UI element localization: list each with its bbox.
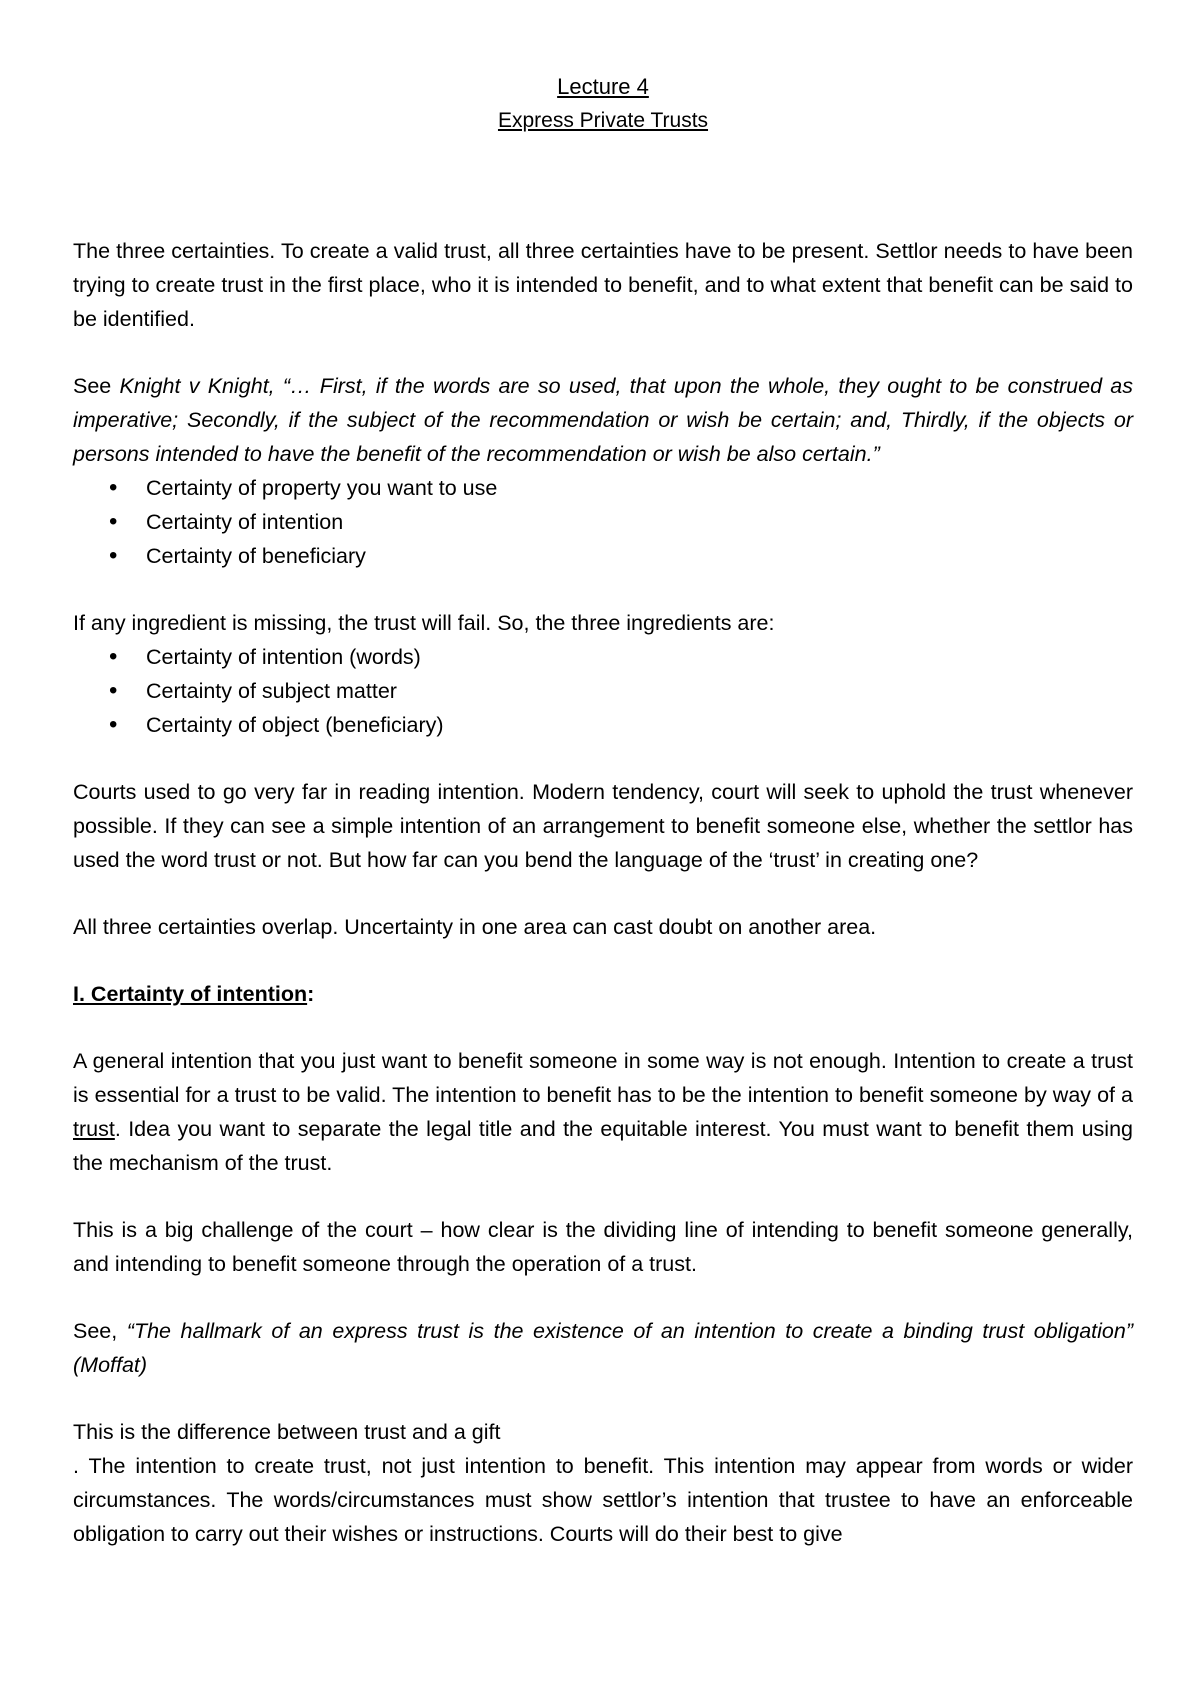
paragraph-intention-to-create: . The intention to create trust, not just intention to benefit. This intention may appear from words or wider circumstances. The words/circumstances must show settlor’s intention that trustee to have an enforceable obligation to carry out their wishes or instructions. Courts will do their best to give bbox=[73, 1454, 1133, 1546]
paragraph-lead: See bbox=[73, 374, 120, 398]
spacer bbox=[73, 944, 1133, 977]
spacer bbox=[73, 336, 1133, 369]
text-run: . Idea you want to separate the legal title and the equitable interest. You must want to benefit them using the mechanism of the trust. bbox=[73, 1117, 1133, 1175]
paragraph-ingredients: If any ingredient is missing, the trust will fail. So, the three ingredients are: bbox=[73, 611, 775, 635]
spacer bbox=[73, 1180, 1133, 1213]
moffat-quote: “The hallmark of an express trust is the existence of an intention to create a binding trust obligation” (Moffat) bbox=[73, 1319, 1134, 1377]
section-heading-colon: : bbox=[307, 982, 315, 1006]
spacer bbox=[73, 1382, 1133, 1415]
lecture-title: Lecture 4 bbox=[557, 74, 649, 99]
list-item: • Certainty of subject matter bbox=[73, 674, 1133, 708]
paragraph-lead: See, bbox=[73, 1319, 127, 1343]
list-item: • Certainty of beneficiary bbox=[73, 539, 1133, 573]
spacer bbox=[73, 1011, 1133, 1044]
list-item: • Certainty of intention (words) bbox=[73, 640, 1133, 674]
spacer bbox=[73, 573, 1133, 606]
spacer bbox=[73, 742, 1133, 775]
spacer bbox=[73, 138, 1133, 234]
list-item: • Certainty of property you want to use bbox=[73, 471, 1133, 505]
paragraph-general-intention bbox=[73, 1044, 1133, 1180]
underlined-trust: trust bbox=[73, 1117, 115, 1141]
paragraph-court-challenge: This is a big challenge of the court – how clear is the dividing line of intending to benefit someone generally, and intending to benefit someone through the operation of a trust. bbox=[73, 1218, 1133, 1276]
document-page bbox=[73, 70, 1133, 1551]
paragraph-knight-v-knight bbox=[73, 369, 1133, 471]
paragraph-moffat-quote bbox=[73, 1314, 1133, 1382]
list-item: • Certainty of object (beneficiary) bbox=[73, 708, 1133, 742]
list-item: • Certainty of intention bbox=[73, 505, 1133, 539]
knight-quote: Knight v Knight, “… First, if the words are so used, that upon the whole, they ought to be construed as imperative; Secondly, if the subject of the recommendation or wish be certain; and, Thirdly, if the objects or persons intended to have the benefit of the recommendation or wish be also certain.” bbox=[73, 374, 1134, 466]
paragraph-overlap: All three certainties overlap. Uncertainty in one area can cast doubt on another area. bbox=[73, 915, 877, 939]
paragraph-trust-vs-gift: This is the difference between trust and a gift bbox=[73, 1420, 501, 1444]
certainties-list bbox=[73, 471, 1133, 573]
paragraph-courts-intention: Courts used to go very far in reading intention. Modern tendency, court will seek to uphold the trust whenever possible. If they can see a simple intention of an arrangement to benefit someone else, whether the settlor has used the word trust or not. But how far can you bend the language of the ‘trust’ in creating one? bbox=[73, 780, 1133, 872]
spacer bbox=[73, 877, 1133, 910]
section-heading-text: I. Certainty of intention bbox=[73, 982, 308, 1006]
ingredients-list bbox=[73, 640, 1133, 742]
section-heading-certainty-of-intention bbox=[73, 977, 1133, 1011]
paragraph-three-certainties: The three certainties. To create a valid trust, all three certainties have to be present. Settlor needs to have been trying to create trust in the first place, who it is intended to benefit, and to what extent that benefit can be said to be identified. bbox=[73, 239, 1133, 331]
lecture-subtitle: Express Private Trusts bbox=[497, 109, 709, 132]
spacer bbox=[73, 1281, 1133, 1314]
title-block bbox=[73, 70, 1133, 138]
text-run: A general intention that you just want to benefit someone in some way is not enough. Intention to create a trust is essential for a trust to be valid. The intention to benefit has to be the intention to benefit someone by way of a bbox=[73, 1049, 1133, 1107]
